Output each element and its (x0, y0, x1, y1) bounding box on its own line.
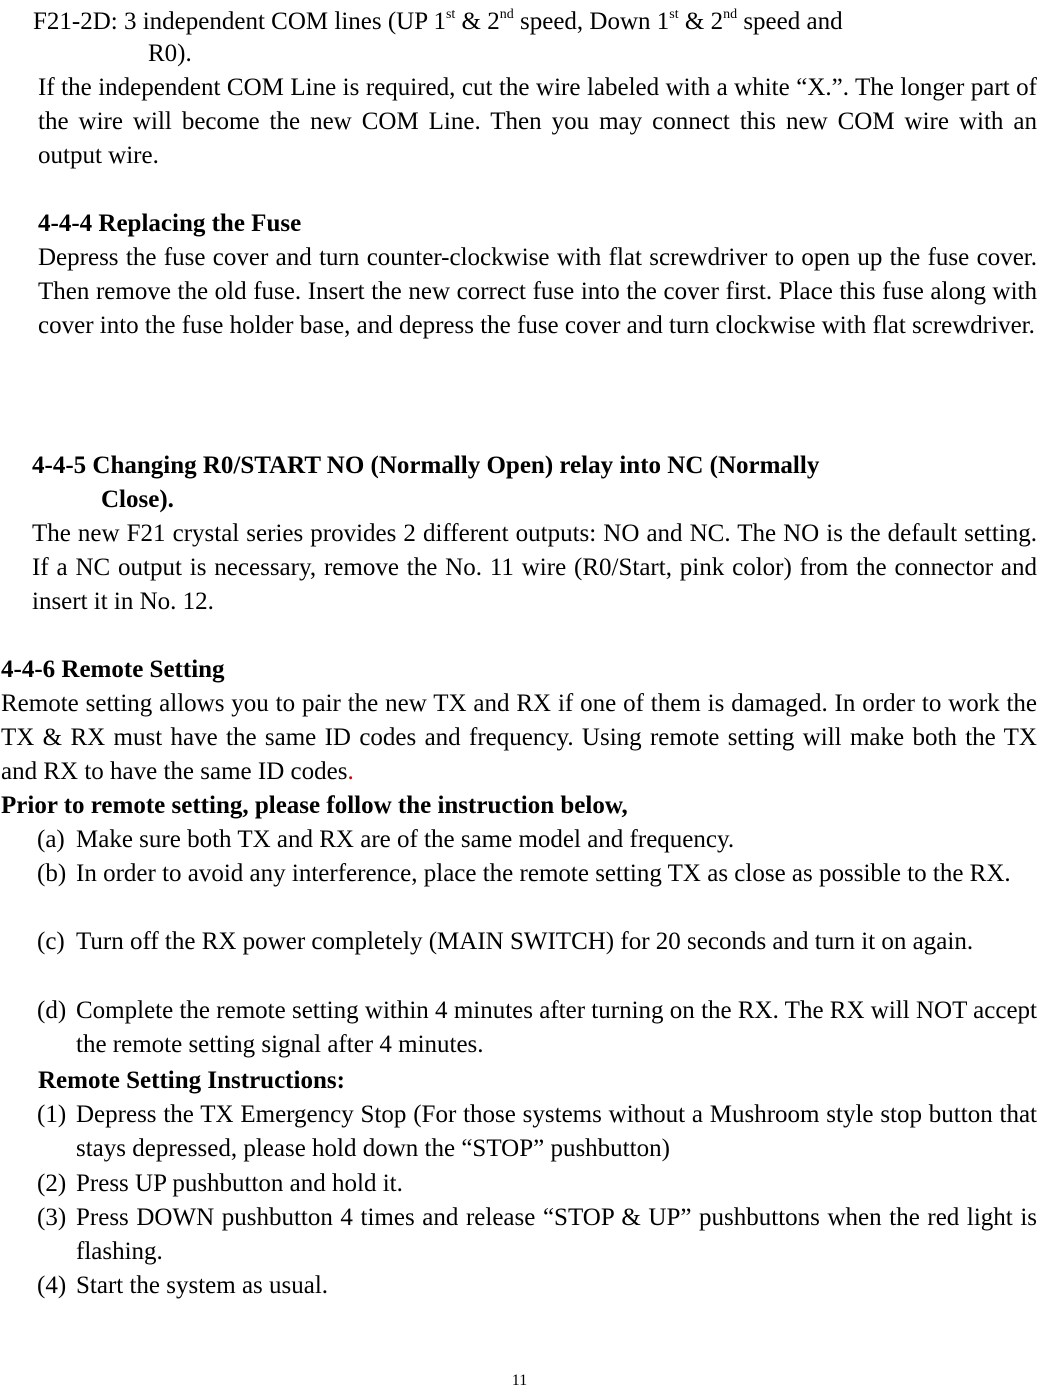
page-number: 11 (511, 1372, 528, 1389)
section-445-heading-cont: Close). (101, 486, 174, 513)
list-item: (1) Depress the TX Emergency Stop (For those systems without a Mushroom style stop button that stays depressed, please hold down the “STOP” pushbutton) (37, 1101, 1037, 1162)
section-446-heading (1, 653, 225, 687)
section-445-heading: 4-4-5 Changing R0/START NO (Normally Open) relay into NC (Normally (32, 452, 820, 479)
list-item: (3) Press DOWN pushbutton 4 times and release “STOP & UP” pushbuttons when the red light is flashing. (37, 1204, 1037, 1265)
section-444-heading: 4-4-4 Replacing the Fuse (38, 210, 302, 237)
prior-heading: Prior to remote setting, please follow the instruction below, (1, 792, 628, 819)
section-446-title: Remote Setting (61, 656, 225, 683)
com-paragraph: If the independent COM Line is required, cut the wire labeled with a white “X.”. The longer part of the wire will become the new COM Line. Then you may connect this new COM wire with an output wire. (38, 74, 1037, 169)
section-444-body: Depress the fuse cover and turn counter-clockwise with flat screwdriver to open up the fuse cover. Then remove the old fuse. Insert the new correct fuse into the cover first. Place this fuse along with cover into the fuse holder base, and depress the fuse cover and turn clockwise with flat screwdriver. (38, 244, 1037, 339)
instructions-heading: Remote Setting Instructions: (38, 1067, 345, 1094)
list-item: (a) Make sure both TX and RX are of the same model and frequency. (37, 826, 735, 853)
list-item: (c) Turn off the RX power completely (MAIN SWITCH) for 20 seconds and turn it on again. (37, 928, 974, 955)
section-445-body: The new F21 crystal series provides 2 different outputs: NO and NC. The NO is the default setting. If a NC output is necessary, remove the No. 11 wire (R0/Start, pink color) from the connector and insert it in No. 12. (32, 520, 1037, 615)
list-item: (d) Complete the remote setting within 4 minutes after turning on the RX. The RX will NOT accept the remote setting signal after 4 minutes. (37, 997, 1037, 1058)
com-lines-heading: F21-2D: 3 independent COM lines (UP 1st & 2nd speed, Down 1st & 2nd speed and (33, 6, 843, 35)
com-lines-heading-cont: R0). (148, 40, 192, 67)
list-item: (4) Start the system as usual. (37, 1272, 329, 1299)
section-446-number: 4-4-6 (1, 656, 56, 683)
list-item: (2) Press UP pushbutton and hold it. (37, 1170, 403, 1197)
section-446-body: Remote setting allows you to pair the new TX and RX if one of them is damaged. In order to work the TX & RX must have the same ID codes and frequency. Using remote setting will make both the TX and RX to have the same ID codes. (1, 690, 1037, 785)
list-item: (b) In order to avoid any interference, place the remote setting TX as close as possible to the RX. (37, 860, 1011, 887)
